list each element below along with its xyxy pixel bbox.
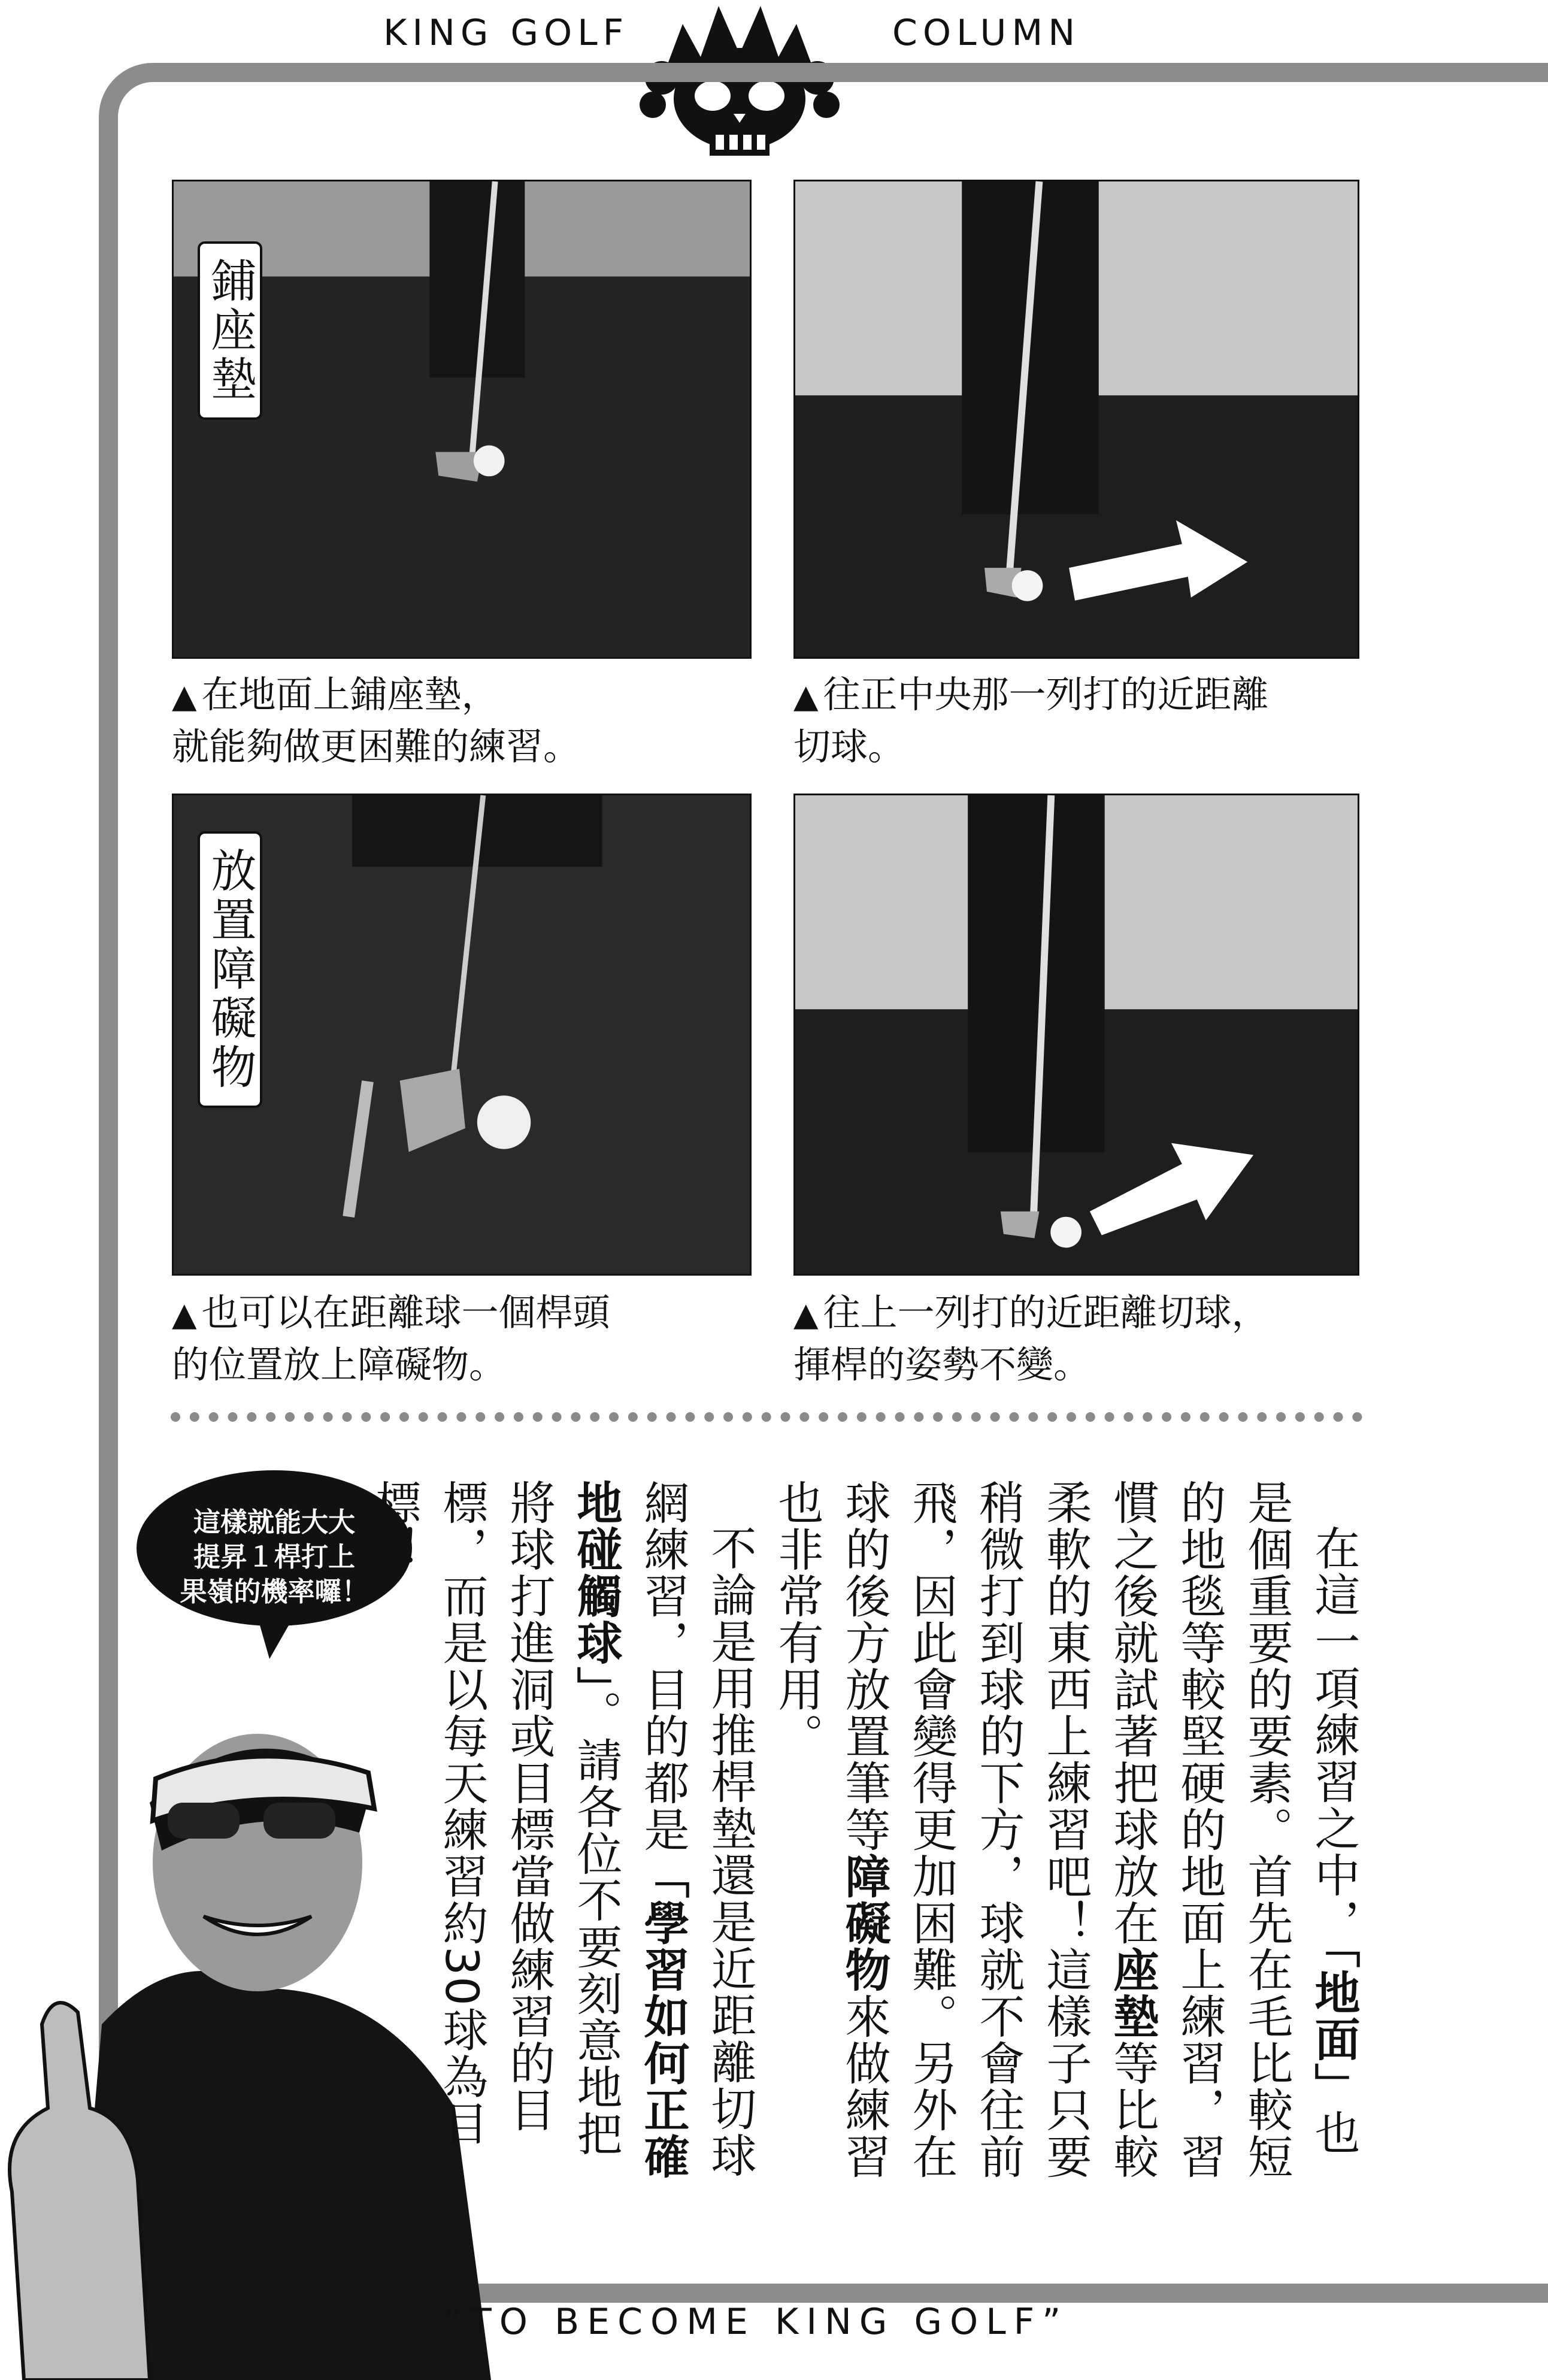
caption-line2: 切球。 bbox=[793, 725, 905, 768]
photo-chip-center bbox=[793, 180, 1359, 659]
bubble-line3: 果嶺的機率囉！ bbox=[180, 1576, 369, 1607]
caption-line1: 往正中央那一列打的近距離 bbox=[823, 673, 1269, 716]
caption-line1: 在地面上鋪座墊， bbox=[201, 673, 499, 716]
photo-chip-upper bbox=[793, 794, 1359, 1276]
photo-caption-upper bbox=[793, 1288, 1269, 1390]
caption-line1: 往上一列打的近距離切球， bbox=[823, 1291, 1269, 1334]
photo-caption-obstacle bbox=[172, 1288, 610, 1390]
photo-label-obstacle: 放置障礙物 bbox=[198, 831, 262, 1108]
header-left-text: KING GOLF bbox=[383, 12, 629, 54]
photo-caption-center bbox=[793, 670, 1269, 772]
bubble-line1: 這樣就能大大 bbox=[193, 1506, 355, 1538]
triangle-icon: ▲ bbox=[172, 1295, 197, 1333]
header-right-text: COLUMN bbox=[892, 12, 1081, 54]
triangle-icon: ▲ bbox=[793, 1295, 819, 1333]
photo-mat bbox=[172, 180, 752, 659]
paragraph-2: 不論是用推桿墊還是近距離切球網練習，目的都是「學習如何正確地碰觸球」。請各位不要刻意地把將球打進洞或目標當做練習的目標，而是以每天練習約30球為目標！ bbox=[368, 1479, 757, 2180]
dotted-divider bbox=[171, 1412, 1362, 1422]
bubble-line2: 提昇１桿打上 bbox=[193, 1541, 355, 1573]
photo-obstacle bbox=[172, 794, 752, 1276]
caption-line2: 揮桿的姿勢不變。 bbox=[793, 1343, 1091, 1386]
caption-line1: 也可以在距離球一個桿頭 bbox=[201, 1291, 610, 1334]
caption-line2: 的位置放上障礙物。 bbox=[172, 1343, 507, 1386]
paragraph-1: 在這一項練習之中，「地面」也是個重要的要素。首先在毛比較短的地毯等較堅硬的地面上練習，習慣之後就試著把球放在座墊等比較柔軟的東西上練習吧！這樣子只要稍微打到球的下方，球就不會往前飛，因此會變得更加困難。另外在球的後方放置筆等障礙物來做練習也非常有用。 bbox=[771, 1479, 1361, 2180]
caption-line2: 就能夠做更困難的練習。 bbox=[172, 725, 581, 768]
article-body bbox=[368, 1479, 1367, 2192]
triangle-icon: ▲ bbox=[793, 677, 819, 715]
photo-caption-mat bbox=[172, 670, 580, 772]
footer-tagline: “TO BECOME KING GOLF” bbox=[443, 2301, 1069, 2343]
triangle-icon: ▲ bbox=[172, 677, 197, 715]
photo-label-mat: 鋪座墊 bbox=[198, 241, 262, 420]
